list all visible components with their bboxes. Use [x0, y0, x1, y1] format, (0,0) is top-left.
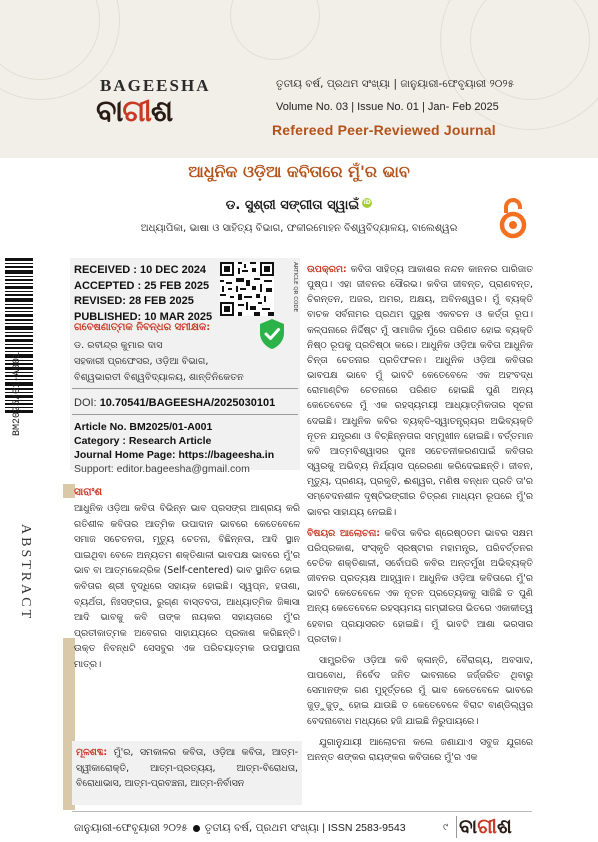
footer-divider [72, 811, 532, 812]
verified-shield-icon [258, 318, 286, 350]
page-number: ୯ [443, 822, 448, 833]
intro-heading: ଉପକ୍ରମ: [307, 264, 347, 275]
reviewer-name: ଡ. ରବୀନ୍ଦ୍ର କୁମାର ଦାସ [74, 340, 163, 351]
article-qr-code[interactable] [220, 262, 274, 316]
brand-logo [96, 94, 172, 129]
open-access-icon [497, 197, 529, 239]
footer-logo [459, 814, 512, 838]
vertical-article-id: BM2025/01-A001 [12, 351, 23, 436]
orcid-icon[interactable]: iD [363, 199, 371, 206]
brand-logo-part: ଶ [150, 94, 173, 129]
body-paragraph: ସାମ୍ପ୍ରତିକ ଓଡ଼ିଆ କବି କ୍ଳାନ୍ତି, ବୈରାଗ୍ୟ, ଅବସାଦ, ପାପବୋଧ, ନିର୍ବେଦ ଜନିତ ଭାବନାରେ ଜର୍ଜ୍ଜରିତ ଥିବାରୁ ସେମାନଙ୍କ ଗଣ ମୁହୂର୍ତ୍ତରେ ମୁଁ ଭାବ କେତେବେଳେ ଭାବରେ ଜୁଡ଼ୁଜୁଡ଼ୁ ହୋଇ ଯାଉଛି ତ କେତେବେଳେ ବିରାଟ ବାଣ୍ଡିଲ୍ୱର ବେଦନାବୋଧ ମଧ୍ୟରେ ହଜି ଯାଇଛି ନିରୁପାୟରେ। [307, 654, 533, 727]
footer-logo-part: ବା [459, 814, 478, 838]
doi-value[interactable]: 10.70541/BAGEESHA/2025030101 [99, 397, 276, 409]
journal-home-link[interactable]: Journal Home Page: https://bageesha.in [74, 449, 275, 461]
decorative-rosette [230, 0, 320, 60]
theme-heading: ବିଷୟର ଆଲୋଚନା: [307, 527, 380, 539]
doi-label: DOI: [74, 397, 97, 409]
intro-text: କବିତା ସାହିତ୍ୟ ଆକାଶର ନନ୍ଦନ କାନନର ପାରିଜାତ ପୁଷ୍ପ। ଏହା ଜୀବନର ସୌରଭ। କବିତା ଜୀବନ୍ତ, ପ୍ରାଣବନ୍ତ, ଚିରନ୍ତନ, ଅଜର, ଅମର, ଅକ୍ଷୟ, ଅବିନଶ୍ୱର। ମୁଁ ବ୍ୟକ୍ତି ବାଚକ ସର୍ବନାମର ପ୍ରଥମ ପୁରୁଷ ଏକବଚନ ଓ କର୍ତ୍ତା ରୂପ। କଳ୍ପନାରେ ନିର୍ଦ୍ଦିଷ୍ଟ ମୁଁ ସାମାଜିକ ମୁଁରେ ପରିଣତ ହୋଇ ବ୍ୟକ୍ତି ନିଷ୍ଠ ରୂପକୁ ପ୍ରତିଷ୍ଠା କରେ। ଆଧୁନିକ ଓଡ଼ିଆ କବିତା ଆଧୁନିକ ଚିନ୍ତା ଚେତନାର ପ୍ରତିଫଳନ। ଆଧୁନିକ ଓଡ଼ିଆ କବିତାର ଭାବପକ୍ଷ ଭାବେ ମୁଁ ଭାବଟି କେତେବେଳେ ଏକ ଅହଂବଦ୍ଧ ରୋମାଣ୍ଟିକ ଚେତନାରେ ପରିଣତ ହୋଇଛି ପୁଣି ଅନ୍ୟ କେତେବେଳେ ମୁଁ ଏକ ରହସ୍ୟମୟୀ ଆଧ୍ୟାତ୍ମିକତାର ସୂଚନା ଦେଇଛି। ଆଧୁନିକ କବିର ବ୍ୟକ୍ତି-ସ୍ୱାତନ୍ତ୍ର୍ୟର ଅଭିବ୍ୟକ୍ତି ନୂତନ ଯନ୍ତ୍ରଣା ଓ ବିଚ୍ଛିନ୍ନତାର ସମ୍ମୁଖୀନ ହୋଇଛି। ବର୍ତ୍ତମାନ କବି ଆତ୍ମବିଶ୍ୱାସର ପୁନଃ ସଚେତନୀକରଣପାଇଁ କବିତାର ସ୍ୱରକୁ ଅଭିବ୍ୟ ନିର୍ଯ୍ୟାସ ପ୍ରେରଣା କରିଦେଇଛନ୍ତି। ଜୀବନ, ମୃତ୍ୟୁ, ପ୍ରଣୟ, ପ୍ରକୃତି, ଈଶ୍ୱର, ମଣିଷ ବନ୍ଧନ ପ୍ରତି ତା'ର ସମ୍ବେଦନଶୀଳ ଦୃଷ୍ଟିଭଙ୍ଗୀର ଚିତ୍ରଣ ମାଧ୍ୟମ ରୂପରେ ମୁଁ'ର ଭାବର ସାହାଯ୍ୟ ନେଇଛି। [307, 264, 533, 518]
divider [72, 414, 298, 415]
abstract-text: ଆଧୁନିକ ଓଡ଼ିଆ କବିତା ବିଭିନ୍ନ ଭାବ ପ୍ରସଙ୍ଗ ଆଶ୍ରୟ କରି ଗତିଶୀଳ କବିତାର ଆତ୍ମିକ ଉପାଦାନ ଭାବରେ କେତେବେଳେ ସମାଜ ସଚେତନତା, ମୃତ୍ୟୁ ଚେତନା, ବିଛିନ୍ନତା, ଆଦି ସ୍ଥାନ ପାଇଥିବା ବେଳେ ଅନ୍ୟତମ ଶକ୍ତିଶାଳୀ ଭାବପକ୍ଷ ଭାବରେ ମୁଁ'ର ଭାବ ବା ଆତ୍ମକେନ୍ଦ୍ରିକ (Self-centered) ଭାବ ସ୍ଥାନିତ ହୋଇ କବିତାର ଶ୍ରୀ ବୃଦ୍ଧିରେ ସହାୟକ ହୋଇଛି। ସ୍ୱପ୍ନ, ହତାଶା, ବ୍ୟର୍ଥତା, ନିଃସଙ୍ଗତା, ରୁଗ୍ଣ ବାସ୍ତବତା, ଆଧ୍ୟାତ୍ମିକ ଜିଜ୍ଞାସା ଆଦି ଭାବକୁ କବି ତାଙ୍କ ନାୟକର ସହାୟତାରେ ମୁଁ'ର ପ୍ରତୀକାତ୍ମକ ଅବେଗର ସାହାଯ୍ୟରେ ପ୍ରକାଶ କରିଛନ୍ତି। ଉକ୍ତ ନିବନ୍ଧଟି ସେସବୁର ଏକ ପରିଚୟାତ୍ମକ ଉପସ୍ଥାପନା ମାତ୍ର। [74, 503, 300, 670]
date-published: PUBLISHED: 10 MAR 2025 [74, 310, 213, 323]
support-email[interactable]: Support: editor.bageesha@gmail.com [74, 463, 250, 475]
keywords-heading: ମୂଳଶବ୍ଦ: [76, 747, 108, 758]
keywords-box [72, 741, 302, 805]
article-meta [74, 420, 274, 476]
reviewer-role: ସହକାରୀ ପ୍ରଫେସର, ଓଡ଼ିଆ ବିଭାଗ, [74, 356, 209, 367]
brand-logo-part: ବା [96, 94, 123, 129]
reviewer-org: ବିଶ୍ୱଭାରତୀ ବିଶ୍ୱବିଦ୍ୟାଳୟ, ଶାନ୍ତିନିକେତନ [74, 372, 244, 383]
body-column [307, 262, 533, 771]
footer-logo-highlight: ଗୀ [477, 814, 497, 838]
footer-separator [456, 816, 457, 838]
volume-issue: Volume No. 03 | Issue No. 01 | Jan- Feb 2025 [276, 101, 499, 113]
abstract-side-label: ABSTRACT [18, 524, 33, 622]
doi-line[interactable] [74, 397, 275, 409]
divider [72, 388, 298, 389]
footer-issue: ତୃତୀୟ ବର୍ଷ, ପ୍ରଥମ ସଂଖ୍ୟା [204, 822, 319, 834]
article-number: Article No. BM2025/01-A001 [74, 421, 213, 433]
footer-issn: | ISSN 2583-9543 [322, 822, 406, 834]
footer-logo-part: ଶ [496, 814, 512, 838]
theme-text: କବିତା କବିର ଶ୍ରେଷ୍ଠତମ ଭାବର ସକ୍ଷମ ପରିପ୍ରକାଶ, ସଂସ୍କୃତି ସ୍ରଷ୍ଟାର ମହାମନ୍ତ୍ର, ପରିବର୍ତ୍ତନର ଚେତିକ ଶକ୍ତିଶାଳୀ, ସର୍ବୋପରି କବିର ଅନ୍ତର୍ମୁଖ ଅଭିବ୍ୟକ୍ତି ଜୀବନର ପ୍ରତ୍ୟକ୍ଷ ଆହ୍ୱାନ। ଆଧୁନିକ ଓଡ଼ିଆ କବିତାରେ ମୁଁ'ର ଭାବଟି କେତେବେଳେ ଏକ ନୂତନ ପ୍ରତ୍ୟେକକୁ ସାଜିଛି ତ ପୁଣି ଅନ୍ୟ କେତେବେଳେ ରହସ୍ୟମୟ ଗମ୍ଭୀରତା ଭିତରେ ଏକାକୀତ୍ୱ ହେବାର ପ୍ରୟାସରତ ହୋଇଛି। ମୁଁ ଭାବଟି ଆଶା ଭରସାର ପ୍ରତୀକ। [307, 527, 534, 645]
abstract-heading: ସାରାଂଶ [74, 486, 103, 498]
date-received: RECEIVED : 10 DEC 2024 [74, 264, 207, 276]
brand-name-english: BAGEESHA [100, 76, 211, 95]
theme-paragraph [307, 526, 533, 647]
keywords-text: ମୁଁ'ର, ସମକାଳର କବିତା, ଓଡ଼ିଆ କବିତା, ଆତ୍ମ-ସ୍ୱୀକାରୋକ୍ତି, ଆତ୍ମ-ପ୍ରତ୍ୟୟ, ଆତ୍ମ-ବିରୋଧତା, ବିରୋଧାଭାସ, ଆତ୍ମ-ପ୍ରବଞ୍ଚନା, ଆତ୍ମ-ନିର୍ବାସନ [76, 747, 298, 790]
year-issue-odia: ତୃତୀୟ ବର୍ଷ, ପ୍ରଥମ ସଂଖ୍ୟା | ଜାନୁୟାରୀ-ଫେବୃୟାରୀ ୨୦୨୫ [276, 78, 515, 90]
article-title: ଆଧୁନିକ ଓଡ଼ିଆ କବିତାରେ ମୁଁ'ର ଭାବ [188, 162, 410, 181]
reviewer-heading: ଗବେଷଣାତ୍ମକ ନିବନ୍ଧର ସମୀକ୍ଷକ: [74, 322, 211, 333]
date-revised: REVISED: 28 FEB 2025 [74, 295, 194, 307]
qr-caption: ARTICLE QR CODE [292, 262, 298, 313]
reviewer-details [74, 338, 244, 386]
footer-date: ଜାନୁୟାରୀ-ଫେବୃୟାରୀ ୨୦୨୫ [74, 822, 188, 834]
body-paragraph: ଯୁଗାନୁଯାୟୀ ଆଲୋଚନା କଲେ ଜଣାଯାଏ ସବୁଜ ଯୁଗରେ ଅନନ୍ତ ଶଙ୍କର ରାୟଙ୍କର କବିତାରେ ମୁଁ'ର ଏକ [307, 736, 533, 763]
author-name: ଡ. ସୁଶ୍ରୀ ସଙ୍ଗୀତା ସ୍ୱାଇଁ [225, 198, 360, 213]
refereed-label: Refereed Peer-Reviewed Journal [272, 122, 496, 138]
intro-paragraph [307, 262, 533, 520]
article-dates [74, 263, 212, 325]
bullet-icon [193, 825, 200, 832]
footer-info [74, 822, 406, 835]
brand-logo-highlight: ଗୀ [122, 94, 151, 129]
author-affiliation: ଅଧ୍ୟାପିକା, ଭାଷା ଓ ସାହିତ୍ୟ ବିଭାଗ, ଫକୀରମୋହନ ବିଶ୍ୱବିଦ୍ୟାଳୟ, ବାଲେଶ୍ୱର [140, 223, 458, 234]
article-category: Category : Research Article [74, 435, 212, 447]
date-accepted: ACCEPTED : 25 FEB 2025 [74, 279, 210, 292]
